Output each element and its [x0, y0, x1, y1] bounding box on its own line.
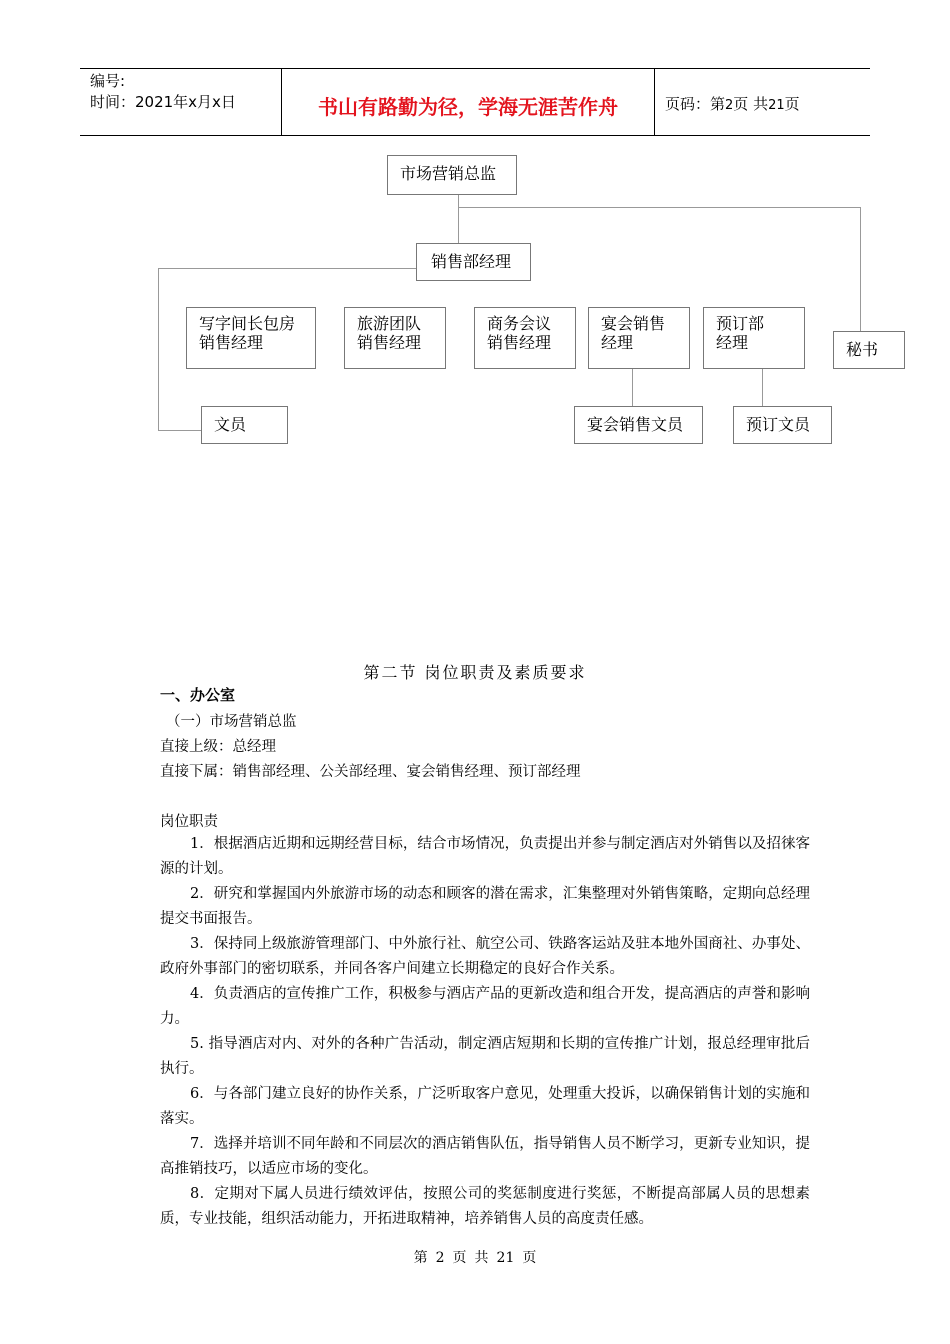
header-motto: 书山有路勤为径，学海无涯苦作舟 [318, 95, 618, 119]
manager-line1: 旅游团队 [357, 314, 422, 333]
box-booking-clerk [733, 406, 832, 444]
duty-paragraph: 6．与各部门建立良好的协作关系，广泛听取客户意见，处理重大投诉，以确保销售计划的实施和落实。 [160, 1086, 810, 1127]
connector-to-secretary-v [860, 207, 861, 333]
connector-banquet-clerk [632, 369, 633, 407]
page-mid: 页 共 [733, 95, 769, 113]
heading-office: 一、办公室 [160, 686, 236, 704]
duty-paragraph: 7．选择并培训不同年龄和不同层次的酒店销售队伍，指导销售人员不断学习，更新专业知识，提高推销技巧，以适应市场的变化。 [160, 1136, 810, 1177]
page-footer [0, 1247, 950, 1267]
footer-part: 页 [522, 1250, 537, 1266]
connector-booking-clerk [762, 369, 763, 407]
clerk-label: 文员 [214, 415, 247, 434]
footer-page-number: 2 [435, 1250, 445, 1266]
secretary-label: 秘书 [846, 340, 879, 359]
footer-page-total: 21 [496, 1250, 515, 1266]
box-business-meeting-manager [474, 307, 576, 369]
page-label: 页码：第 [665, 95, 726, 113]
box-banquet-clerk [574, 406, 703, 444]
box-booking-manager [703, 307, 805, 369]
box-tour-group-manager [344, 307, 446, 369]
footer-part: 页 [452, 1250, 467, 1266]
manager-line2: 销售经理 [357, 333, 422, 352]
manager-line2: 经理 [601, 333, 634, 352]
section-title: 第二节 岗位职责及素质要求 [363, 663, 587, 682]
manager-line1: 商务会议 [487, 314, 552, 333]
connector-to-clerk-end [158, 430, 202, 431]
duty-paragraph: 8．定期对下属人员进行绩效评估，按照公司的奖惩制度进行奖惩，不断提高部属人员的思想素质，专业技能，组织活动能力，开拓进取精神，培养销售人员的高度责任感。 [160, 1186, 810, 1227]
direct-superior: 直接上级：总经理 [160, 739, 276, 755]
manager-line1: 写字间长包房 [199, 314, 296, 333]
connector-director-down [458, 195, 459, 245]
number-label: 编号: [90, 72, 126, 90]
box-clerk [201, 406, 288, 444]
duty-paragraph: 4．负责酒店的宣传推广工作，积极参与酒店产品的更新改造和组合开发，提高酒店的声誉和影响力。 [160, 986, 810, 1027]
box-marketing-director [387, 155, 517, 195]
director-label: 市场营销总监 [400, 164, 497, 183]
box-sales-manager [416, 243, 531, 281]
manager-line2: 经理 [716, 333, 749, 352]
page-number: 2 [725, 98, 734, 113]
manager-line2: 销售经理 [199, 333, 264, 352]
manager-line2: 销售经理 [487, 333, 552, 352]
duty-paragraph: 3．保持同上级旅游管理部门、中外旅行社、航空公司、铁路客运站及驻本地外国商社、办事处、政府外事部门的密切联系，并同各客户间建立长期稳定的良好合作关系。 [160, 936, 810, 977]
page-total: 21 [768, 98, 785, 113]
manager-line1: 预订部 [716, 314, 765, 333]
duty-paragraph: 5. 指导酒店对内、对外的各种广告活动，制定酒店短期和长期的宣传推广计划，报总经理审批后执行。 [160, 1036, 810, 1077]
direct-subordinates: 直接下属：销售部经理、公关部经理、宴会销售经理、预订部经理 [160, 764, 581, 780]
box-secretary [833, 331, 905, 369]
footer-part: 第 [413, 1250, 428, 1266]
sub-heading-director: （一）市场营销总监 [166, 714, 297, 730]
connector-to-clerk-v [158, 268, 159, 431]
duties-title: 岗位职责 [160, 814, 218, 830]
booking-clerk-label: 预订文员 [746, 415, 811, 434]
org-chart [0, 0, 950, 460]
manager-line1: 宴会销售 [601, 314, 666, 333]
connector-to-secretary-h [458, 207, 861, 208]
connector-to-clerk-h [158, 268, 416, 269]
sales-manager-label: 销售部经理 [431, 252, 512, 271]
date-label: 时间：2021年x月x日 [90, 93, 236, 111]
banquet-clerk-label: 宴会销售文员 [587, 415, 684, 434]
box-banquet-manager [588, 307, 690, 369]
footer-part: 共 [474, 1250, 489, 1266]
duty-paragraph: 1．根据酒店近期和远期经营目标，结合市场情况，负责提出并参与制定酒店对外销售以及招徕客源的计划。 [160, 836, 810, 877]
duty-paragraph: 2．研究和掌握国内外旅游市场的动态和顾客的潜在需求，汇集整理对外销售策略，定期向总经理提交书面报告。 [160, 886, 810, 927]
page-end: 页 [784, 95, 800, 113]
box-office-suite-manager [186, 307, 316, 369]
